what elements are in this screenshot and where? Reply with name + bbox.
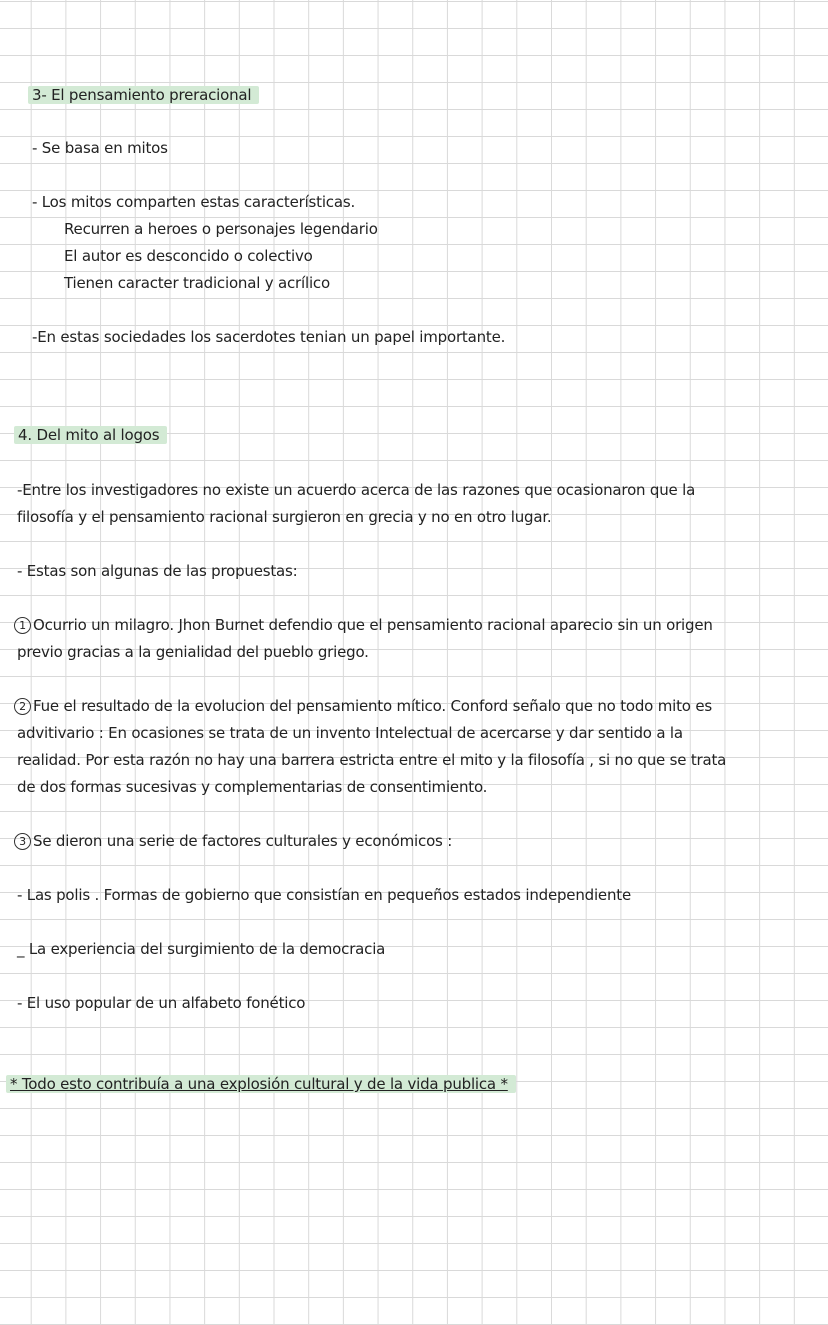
characteristic-author: El autor es desconcido o colectivo [64, 247, 313, 265]
proposal-3-text: Se dieron una serie de factores culturales y económicos : [33, 832, 453, 850]
section-3-title-text: 3- El pensamiento preracional [28, 86, 259, 104]
intro-line-1: -Entre los investigadores no existe un acuerdo acerca de las razones que ocasionaron que la [17, 481, 696, 499]
bullet-priests: -En estas sociedades los sacerdotes tenian un papel importante. [32, 328, 506, 346]
bullet-myths-characteristics: - Los mitos comparten estas características. [32, 193, 356, 211]
section-4-title-text: 4. Del mito al logos [14, 426, 167, 444]
number-1-circle-icon: 1 [14, 617, 31, 634]
characteristic-heroes: Recurren a heroes o personajes legendario [64, 220, 378, 238]
proposal-2-line-3: realidad. Por esta razón no hay una barrera estricta entre el mito y la filosofía , si no que se trata [17, 751, 727, 769]
proposal-1-line-1 [14, 612, 713, 639]
proposal-2-line-1 [14, 693, 712, 720]
section-3-title [28, 82, 259, 109]
proposal-1-line-2: previo gracias a la genialidad del pueblo griego. [17, 643, 369, 661]
proposals-heading: - Estas son algunas de las propuestas: [17, 562, 298, 580]
proposal-2-line-4: de dos formas sucesivas y complementarias de consentimiento. [17, 778, 488, 796]
proposal-2-text: Fue el resultado de la evolucion del pensamiento mítico. Conford señalo que no todo mito es [33, 697, 712, 715]
characteristic-tradition: Tienen caracter tradicional y acrílico [64, 274, 330, 292]
factor-alphabet: - El uso popular de un alfabeto fonético [17, 994, 306, 1012]
conclusion-note-text: * Todo esto contribuía a una explosión cultural y de la vida publica * [6, 1075, 516, 1093]
factor-polis: - Las polis . Formas de gobierno que consistían en pequeños estados independiente [17, 886, 631, 904]
intro-line-2: filosofía y el pensamiento racional surgieron en grecia y no en otro lugar. [17, 508, 552, 526]
proposal-1-text: Ocurrio un milagro. Jhon Burnet defendio que el pensamiento racional aparecio sin un origen [33, 616, 713, 634]
conclusion-note [6, 1071, 516, 1098]
number-2-circle-icon: 2 [14, 698, 31, 715]
proposal-3-line-1 [14, 828, 452, 855]
proposal-2-line-2: advitivario : En ocasiones se trata de un invento Intelectual de acercarse y dar sentido a la [17, 724, 683, 742]
section-4-title [14, 422, 167, 449]
factor-democracy: _ La experiencia del surgimiento de la democracia [17, 940, 386, 958]
number-3-circle-icon: 3 [14, 833, 31, 850]
bullet-myths-basis: - Se basa en mitos [32, 139, 168, 157]
